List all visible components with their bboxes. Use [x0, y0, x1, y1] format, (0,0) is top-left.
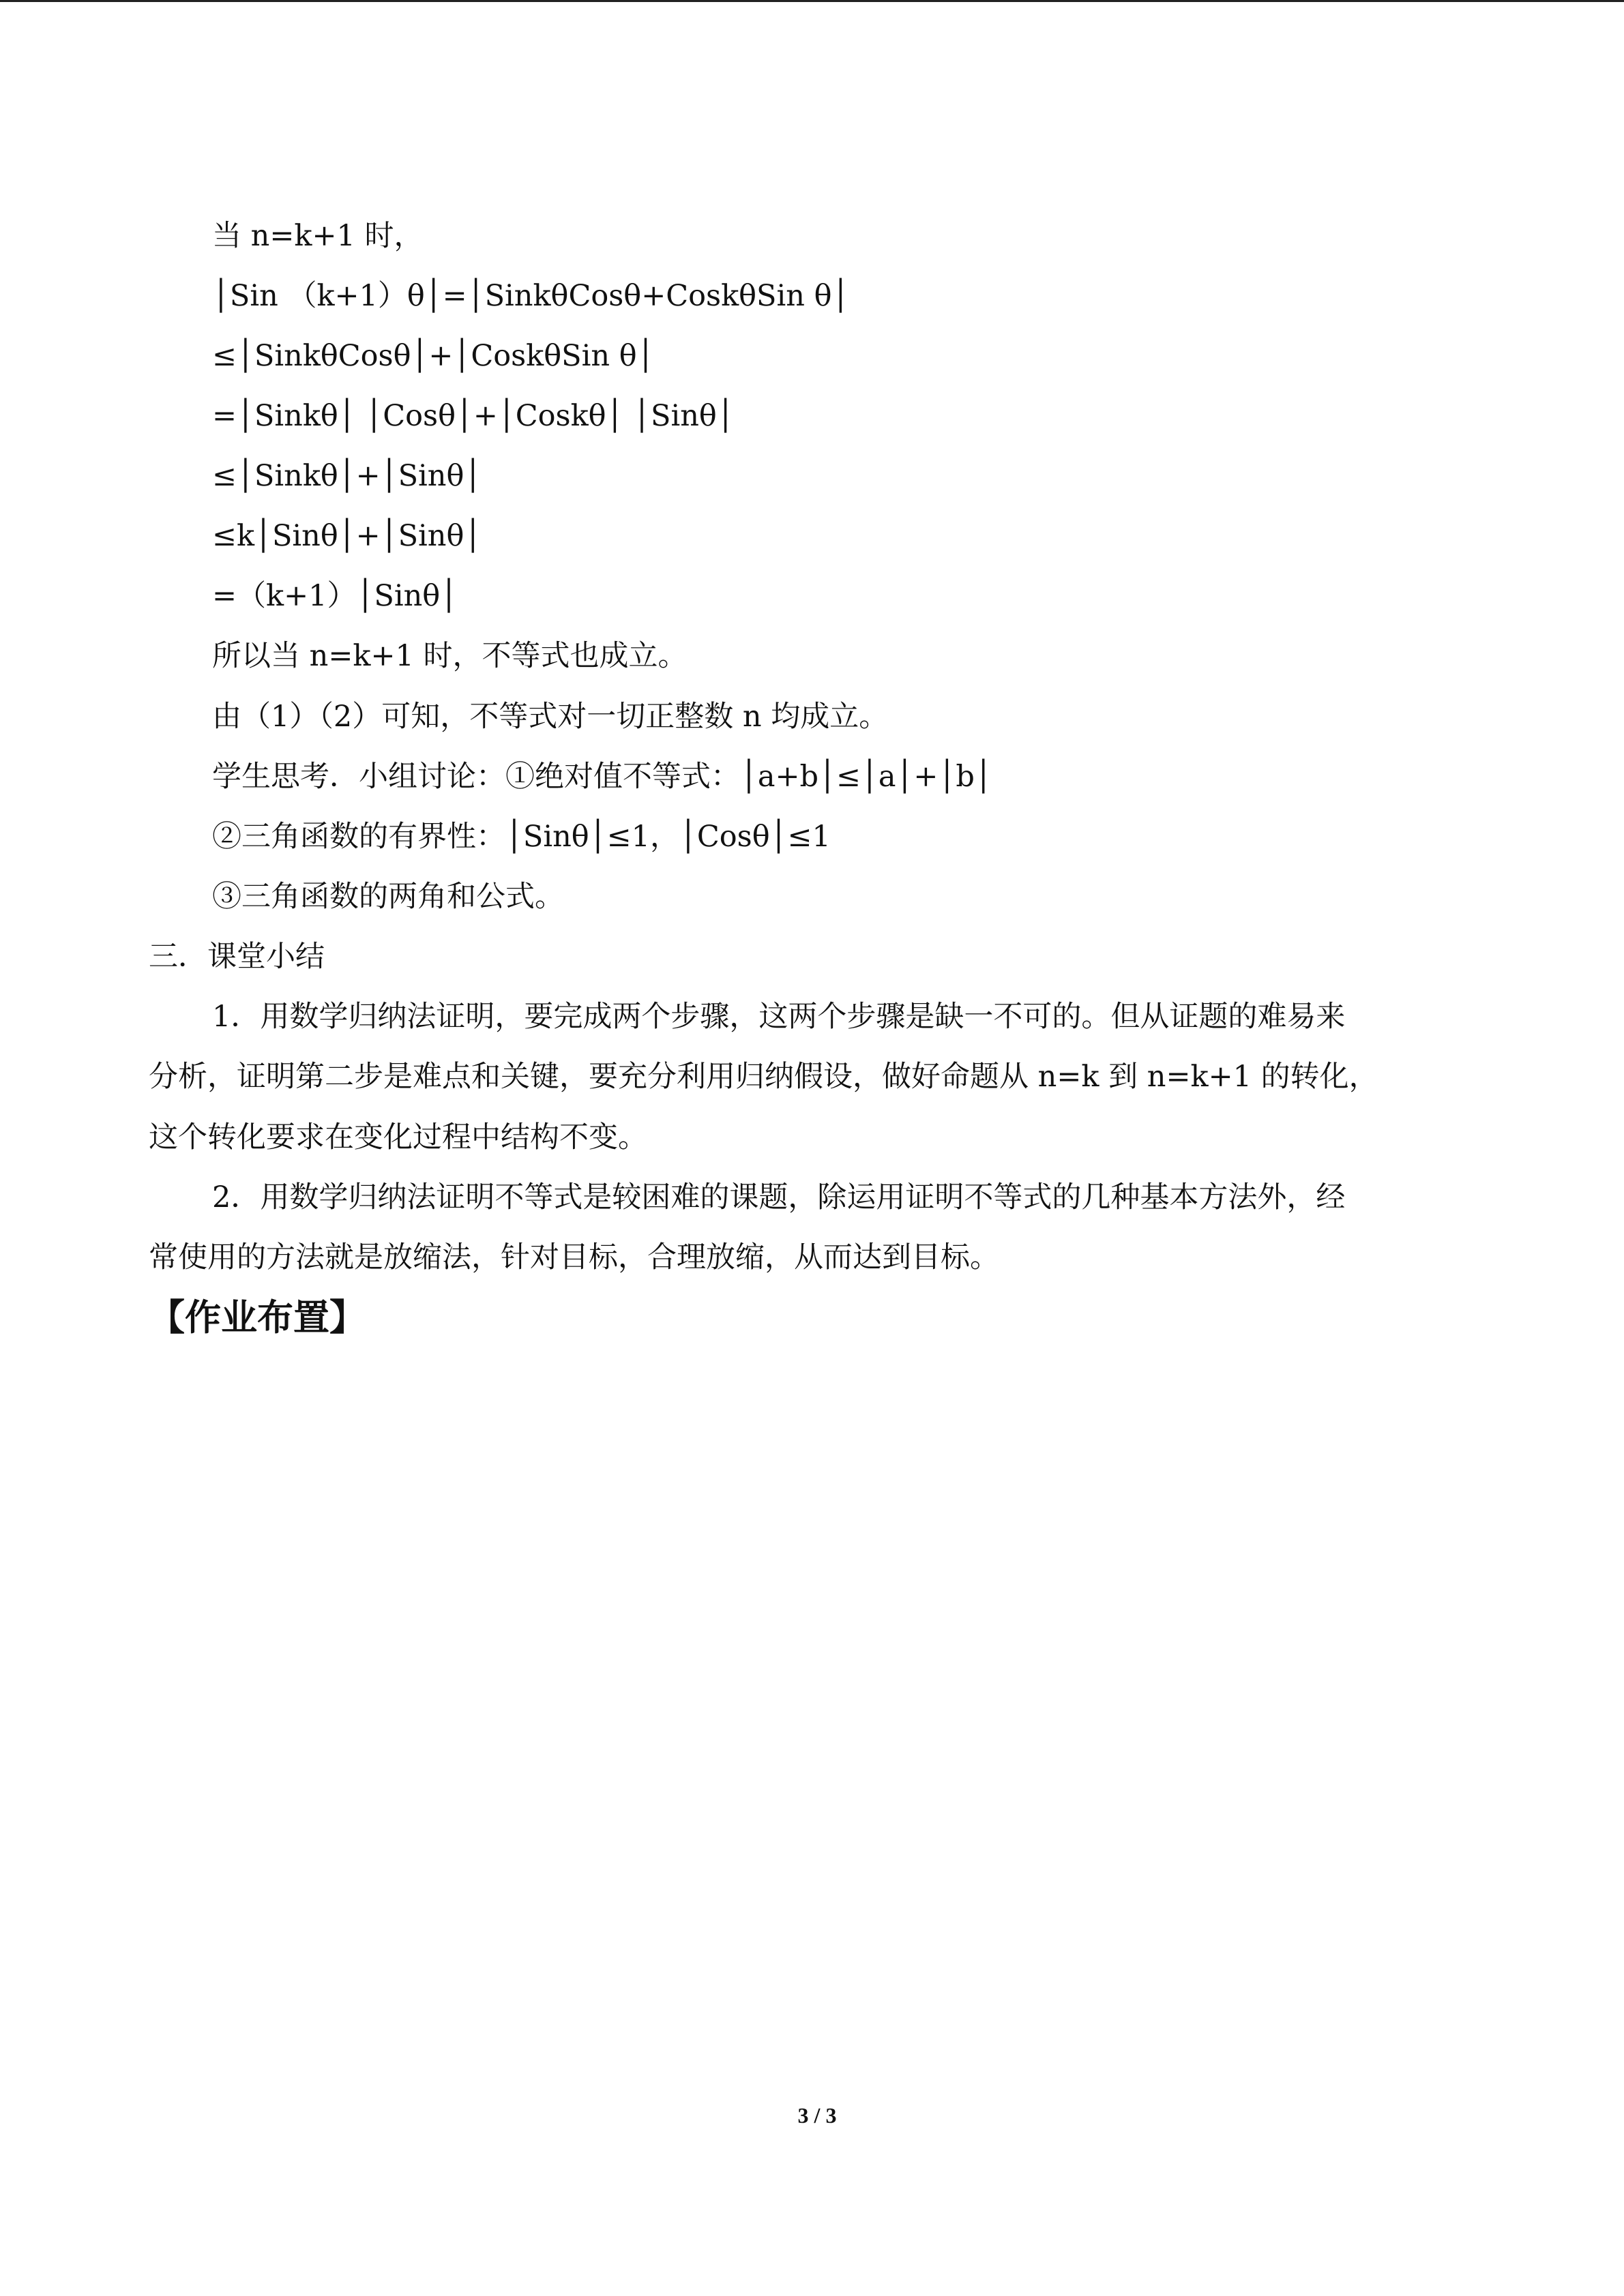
- discussion-point-1: 学生思考．小组讨论：①绝对值不等式：│a+b│≤│a│+│b│: [212, 760, 992, 794]
- section-title-summary: 三．课堂小结: [149, 940, 325, 974]
- page-top-border: [0, 0, 1624, 2]
- summary-paragraph-1-line-1: 1．用数学归纳法证明，要完成两个步骤，这两个步骤是缺一不可的。但从证题的难易来: [212, 1000, 1346, 1034]
- discussion-point-2: ②三角函数的有界性：│Sinθ│≤1，│Cosθ│≤1: [212, 820, 831, 854]
- proof-conclusion-step: 所以当 n=k+1 时，不等式也成立。: [212, 639, 688, 673]
- proof-conclusion-all: 由（1）（2）可知，不等式对一切正整数 n 均成立。: [212, 700, 889, 734]
- summary-paragraph-2-line-1: 2．用数学归纳法证明不等式是较困难的课题，除运用证明不等式的几种基本方法外，经: [212, 1180, 1346, 1214]
- proof-line-triangle-inequality: ≤│SinkθCosθ│+│CoskθSin θ│: [212, 339, 655, 373]
- proof-line-bound: ≤│Sinkθ│+│Sinθ│: [212, 459, 482, 493]
- proof-step-case-label: 当 n=k+1 时，: [212, 219, 424, 253]
- homework-heading: 【作业布置】: [149, 1297, 366, 1339]
- proof-line-product: =│Sinkθ│ │Cosθ│+│Coskθ│ │Sinθ│: [212, 399, 735, 433]
- proof-line-hypothesis: ≤k│Sinθ│+│Sinθ│: [212, 519, 482, 553]
- discussion-point-3: ③三角函数的两角和公式。: [212, 880, 564, 914]
- summary-paragraph-1-line-2: 分析，证明第二步是难点和关键，要充分利用归纳假设，做好命题从 n=k 到 n=k+1 的转化，: [149, 1060, 1378, 1094]
- summary-paragraph-2-line-2: 常使用的方法就是放缩法，针对目标，合理放缩，从而达到目标。: [149, 1240, 999, 1274]
- summary-paragraph-1-line-3: 这个转化要求在变化过程中结构不变。: [149, 1120, 647, 1154]
- page-number: 3 / 3: [797, 2103, 837, 2128]
- proof-line-expansion: │Sin （k+1）θ│=│SinkθCosθ+CoskθSin θ│: [212, 279, 850, 313]
- proof-line-result: =（k+1）│Sinθ│: [212, 579, 458, 613]
